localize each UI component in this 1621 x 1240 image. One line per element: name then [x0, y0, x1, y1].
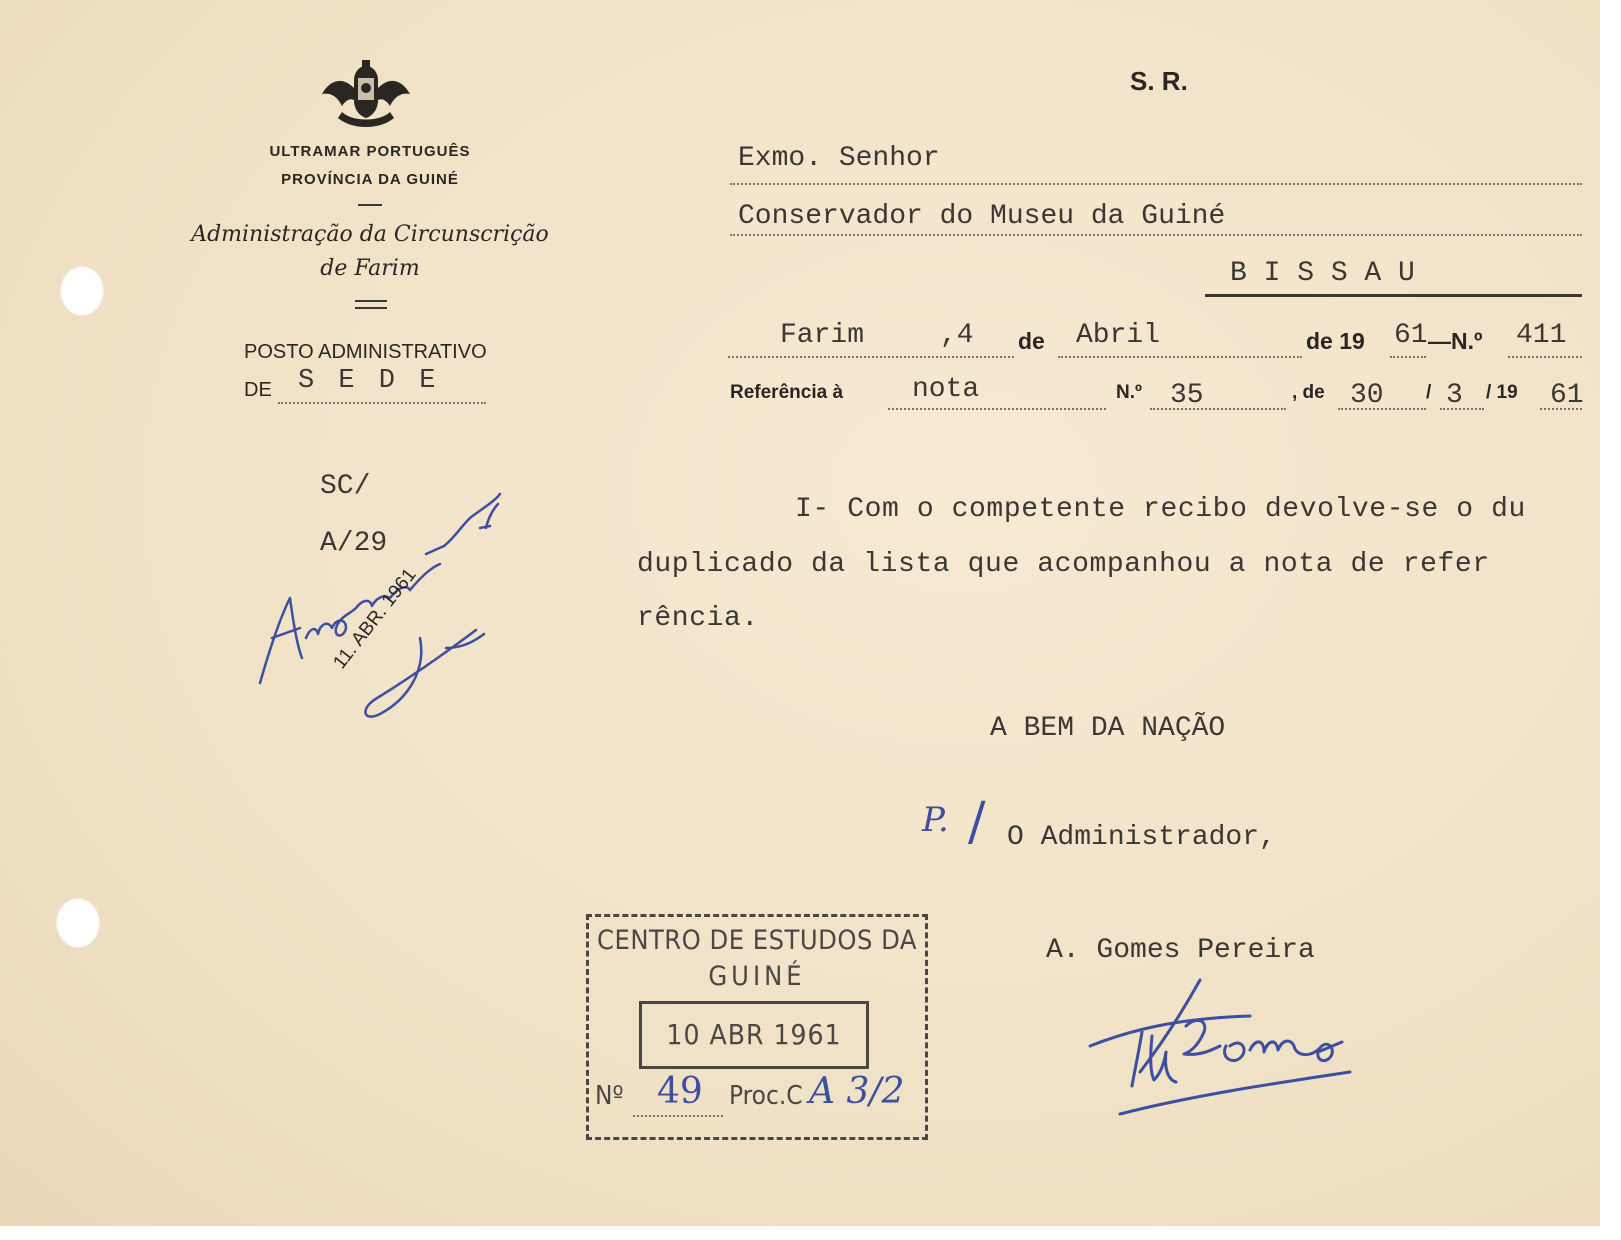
stamp-no-dotline — [633, 1115, 723, 1117]
code-sc: SC/ — [320, 471, 371, 502]
date-de-19: de 19 — [1306, 328, 1365, 354]
stamp-no-label: Nº — [595, 1081, 624, 1111]
date-dotline-2 — [1058, 356, 1302, 358]
org-line-provincia: PROVÍNCIA DA GUINÉ — [281, 171, 459, 188]
body-line-3: rência. — [637, 603, 759, 634]
date-dotline-3 — [1390, 356, 1426, 358]
reference-sep2: / 19 — [1486, 382, 1518, 403]
admin-farim: de Farim — [320, 256, 420, 281]
posto-de-label: DE — [244, 379, 272, 401]
reference-sep1: / — [1426, 382, 1432, 403]
receipt-stamp — [586, 914, 928, 1140]
date-year: 61 — [1394, 320, 1428, 351]
divider-short — [358, 204, 382, 206]
reference-dotline-1 — [888, 408, 1106, 410]
archive-initials-text — [420, 650, 421, 651]
reference-dotline-2 — [1150, 408, 1286, 410]
scan-margin-right — [1600, 0, 1621, 1240]
closing-salute: A BEM DA NAÇÃO — [990, 713, 1226, 744]
reference-de-label: , de — [1292, 382, 1325, 403]
sr-mark: S. R. — [1130, 66, 1188, 96]
number-value: 411 — [1516, 320, 1567, 351]
posto-dotline — [278, 402, 486, 404]
reference-year: 61 — [1550, 380, 1584, 411]
punch-hole-bottom — [56, 898, 100, 948]
stamp-proc-label: Proc.C — [729, 1081, 803, 1111]
reference-dotline-4 — [1440, 408, 1484, 410]
body-line-2: duplicado da lista que acompanhou a nota de refer — [637, 549, 1490, 580]
stamp-line-2: GUINÉ — [708, 961, 806, 992]
date-dotline-1 — [728, 356, 1014, 358]
posto-value: S E D E — [298, 366, 440, 396]
addressee-dotline-1 — [730, 183, 1582, 185]
body-line-1: I- Com o competente recibo devolve-se o du — [795, 494, 1526, 525]
reference-dotline-5 — [1540, 408, 1582, 410]
coat-of-arms-emblem — [318, 60, 414, 136]
code-a29: A/29 — [320, 528, 388, 559]
stamp-date: 10 ABR 1961 — [666, 1018, 842, 1051]
closing-slash-handwritten: / — [968, 792, 986, 852]
reference-num-label: N.º — [1116, 382, 1142, 403]
divider-double-1 — [355, 300, 387, 302]
stamp-date-box — [639, 1001, 869, 1069]
stamp-proc-value: A 3/2 — [809, 1071, 905, 1112]
reference-num: 35 — [1170, 380, 1204, 411]
closing-role: O Administrador, — [1007, 822, 1276, 853]
reference-month: 3 — [1446, 380, 1463, 411]
date-dotline-4 — [1508, 356, 1582, 358]
addressee-greeting: Exmo. Senhor — [738, 143, 940, 174]
reference-type: nota — [912, 374, 980, 405]
reference-dotline-3 — [1338, 408, 1426, 410]
scan-margin-bottom — [0, 1226, 1621, 1240]
posto-administrativo-label: POSTO ADMINISTRATIVO — [244, 341, 487, 363]
reference-day: 30 — [1350, 380, 1384, 411]
reference-label: Referência à — [730, 382, 844, 403]
date-day: ,4 — [940, 320, 974, 351]
archive-note-text — [268, 628, 273, 629]
number-label: —N.º — [1428, 328, 1483, 354]
receipt-date-stamp-small: 11. ABR. 1961 — [329, 564, 421, 674]
signature — [1080, 976, 1390, 1126]
punch-hole-top — [60, 266, 104, 316]
handwritten-archive-note — [250, 488, 530, 748]
date-place: Farim — [780, 320, 865, 351]
closing-name: A. Gomes Pereira — [1046, 935, 1315, 966]
admin-circunscricao: Administração da Circunscrição — [191, 222, 549, 247]
org-line-ultramar: ULTRAMAR PORTUGUÊS — [269, 143, 471, 160]
stamp-line-1: CENTRO DE ESTUDOS DA — [597, 925, 917, 956]
stamp-no-value: 49 — [657, 1071, 703, 1112]
addressee-city: B I S S A U — [1230, 258, 1415, 289]
date-month: Abril — [1076, 320, 1161, 351]
divider-double-2 — [355, 307, 387, 309]
city-underline — [1205, 294, 1582, 297]
addressee-dotline-2 — [730, 234, 1582, 236]
date-de-1: de — [1018, 328, 1045, 354]
closing-pp-handwritten: P. — [922, 800, 949, 840]
addressee-title: Conservador do Museu da Guiné — [738, 201, 1226, 232]
